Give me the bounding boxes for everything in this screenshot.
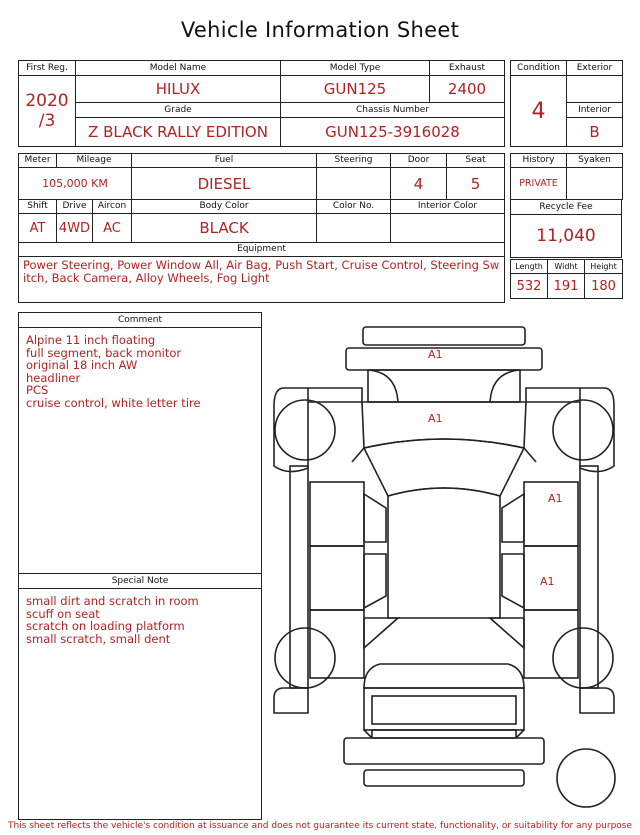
front-grille-part	[346, 348, 542, 370]
recycle-label: Recycle Fee	[511, 200, 622, 215]
interior-grade: B	[567, 118, 623, 147]
recycle-table	[510, 199, 622, 258]
aircon: AC	[93, 214, 132, 243]
door-count: 4	[391, 168, 447, 200]
side-table	[510, 153, 623, 200]
model-type: GUN125	[281, 76, 430, 103]
left-front-wheel	[275, 400, 335, 460]
first-reg-cell	[19, 76, 76, 147]
right-rear-wheel	[553, 628, 613, 688]
chassis-label: Chassis Number	[281, 103, 505, 118]
page-title: Vehicle Information Sheet	[180, 18, 460, 42]
loading-platform-part	[364, 664, 524, 688]
syaken-label: Syaken	[567, 154, 623, 168]
comment-box	[18, 312, 262, 820]
interior-color	[391, 214, 505, 243]
steering-label: Steering	[317, 154, 391, 168]
exhaust: 2400	[430, 76, 505, 103]
equipment-label: Equipment	[19, 243, 505, 257]
equipment-list: Power Steering, Power Window All, Air Bag, Push Start, Cruise Control, Steering Switch, Back Camera, Alloy Wheels, Fog Light	[23, 258, 500, 285]
rear-bumper-part	[344, 738, 544, 764]
length-label: Length	[511, 260, 548, 274]
specs-table	[18, 153, 505, 303]
interior-color-label: Interior Color	[391, 200, 505, 214]
width-label: Widht	[548, 260, 585, 274]
condition-label: Condition	[511, 61, 567, 76]
syaken	[567, 168, 623, 200]
height-label: Height	[585, 260, 623, 274]
grade: Z BLACK RALLY EDITION	[76, 118, 281, 147]
comment-label: Comment	[19, 313, 261, 328]
right-front-wheel	[553, 400, 613, 460]
shift-label: Shift	[19, 200, 57, 214]
front-bumper-part	[363, 327, 525, 345]
color-no	[317, 214, 391, 243]
dimensions-table	[510, 259, 623, 299]
car-damage-diagram	[268, 318, 620, 818]
width: 191	[548, 274, 585, 299]
hood-part	[362, 402, 526, 448]
mark-hood: A1	[428, 412, 443, 425]
history-label: History	[511, 154, 567, 168]
left-rear-door	[310, 546, 364, 610]
exterior-label: Exterior	[567, 61, 623, 76]
disclaimer-footer: This sheet reflects the vehicle's condition at issuance and does not guarantee its current state, functionality, or suitability for any purpose	[7, 821, 633, 831]
body-color: BLACK	[132, 214, 317, 243]
mark-right-rear-door: A1	[540, 575, 555, 588]
fuel-label: Fuel	[132, 154, 317, 168]
height: 180	[585, 274, 623, 299]
first-reg-month: /3	[38, 111, 56, 131]
meter-label: Meter	[19, 154, 57, 168]
first-reg-year: 2020	[25, 91, 69, 111]
grade-label: Grade	[76, 103, 281, 118]
exhaust-label: Exhaust	[430, 61, 505, 76]
aircon-label: Aircon	[93, 200, 132, 214]
color-no-label: Color No.	[317, 200, 391, 214]
left-rear-wheel	[275, 628, 335, 688]
condition-table	[510, 60, 623, 147]
door-label: Door	[391, 154, 447, 168]
mileage: 105,000 KM	[19, 168, 132, 200]
interior-label: Interior	[567, 103, 623, 118]
model-type-label: Model Type	[281, 61, 430, 76]
first-reg-label: First Reg.	[19, 61, 76, 76]
seat-count: 5	[447, 168, 505, 200]
exterior-grade	[567, 76, 623, 103]
special-note-text: small dirt and scratch in room scuff on seat scratch on loading platform small scratch, small dent	[26, 594, 199, 646]
condition-grade: 4	[511, 76, 567, 147]
vehicle-main-table	[18, 60, 505, 147]
model-name-label: Model Name	[76, 61, 281, 76]
drive-label: Drive	[57, 200, 93, 214]
left-front-door	[310, 482, 364, 546]
fuel: DIESEL	[132, 168, 317, 200]
mark-front-bumper: A1	[428, 348, 443, 361]
special-note-label: Special Note	[19, 573, 261, 589]
chassis-number: GUN125-3916028	[281, 118, 505, 147]
equipment-cell	[19, 257, 505, 303]
seat-label: Seat	[447, 154, 505, 168]
body-color-label: Body Color	[132, 200, 317, 214]
history: PRIVATE	[511, 168, 567, 200]
model-name: HILUX	[76, 76, 281, 103]
length: 532	[511, 274, 548, 299]
drive: 4WD	[57, 214, 93, 243]
comment-text: Alpine 11 inch floating full segment, back monitor original 18 inch AW headliner PCS cruise control, white letter tire	[26, 333, 201, 410]
recycle-fee: 11,040	[511, 215, 622, 258]
mark-right-front-door: A1	[548, 492, 563, 505]
spare-tire	[557, 749, 615, 807]
steering	[317, 168, 391, 200]
mileage-label: Mileage	[57, 154, 132, 168]
shift: AT	[19, 214, 57, 243]
